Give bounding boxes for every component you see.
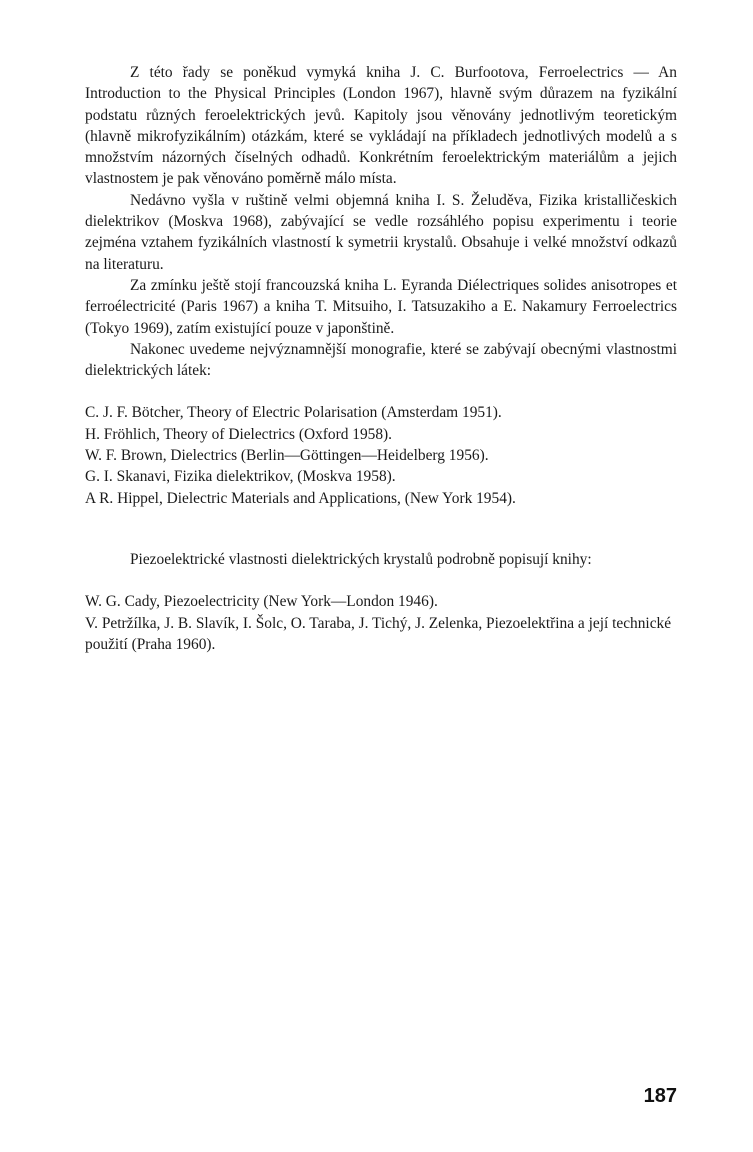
reference-item: V. Petržílka, J. B. Slavík, I. Šolc, O. Taraba, J. Tichý, J. Zelenka, Piezoelektřina a její technické použití (Praha 1960). xyxy=(85,614,672,653)
reference-item: G. I. Skanavi, Fizika dielektrikov, (Moskva 1958). xyxy=(85,468,396,486)
paragraph-zheludev: Nedávno vyšla v ruštině velmi objemná kniha I. S. Želuděva, Fizika kristalličeskich dielektrikov (Moskva 1968), zabývající se vedle rozsáhlého popisu experimentu i teorie zejména vztahem fyzikálních vlastností k symetrii krystalů. Obsahuje i velké množství odkazů na literaturu. xyxy=(85,191,677,273)
paragraph-monographs-intro: Nakonec uvedeme nejvýznamnější monografie, které se zabývají obecnými vlastnostmi dielektrických látek: xyxy=(85,340,677,380)
reference-item: W. G. Cady, Piezoelectricity (New York—London 1946). xyxy=(85,593,438,611)
reference-list-piezo xyxy=(85,591,677,655)
paragraph-burfoot: Z této řady se poněkud vymyká kniha J. C. Burfootova, Ferroelectrics — An Introduction to the Physical Principles (London 1967), hlavně svým důrazem na fyzikální podstatu různých feroelektrických jevů. Kapitoly jsou věnovány jednotlivým teoretickým (hlavně mikrofyzikálním) otázkám, které se vykládají na příkladech jednotlivých modelů a s množstvím názorných číselných odhadů. Konkrétním feroelektrickým materiálům a jejich vlastnostem je pak věnováno poměrně málo místa. xyxy=(85,64,677,188)
reference-item: A R. Hippel, Dielectric Materials and Applications, (New York 1954). xyxy=(85,489,516,507)
reference-item: C. J. F. Bötcher, Theory of Electric Polarisation (Amsterdam 1951). xyxy=(85,404,502,422)
page-body xyxy=(85,62,677,655)
paragraph-piezo-intro: Piezoelektrické vlastnosti dielektrických krystalů podrobně popisují knihy: xyxy=(130,550,592,568)
paragraph-eyrand: Za zmínku ještě stojí francouzská kniha L. Eyranda Diélectriques solides anisotropes et ferroélectricité (Paris 1967) a kniha T. Mitsuiho, I. Tatsuzakiho a E. Nakamury Ferroelectrics (Tokyo 1969), zatím existující pouze v japonštině. xyxy=(85,276,677,337)
reference-item: W. F. Brown, Dielectrics (Berlin—Göttingen—Heidelberg 1956). xyxy=(85,447,489,465)
reference-list-general xyxy=(85,402,677,508)
reference-item: H. Fröhlich, Theory of Dielectrics (Oxford 1958). xyxy=(85,425,393,443)
section-gap xyxy=(85,509,677,549)
page-number: 187 xyxy=(643,1085,677,1107)
